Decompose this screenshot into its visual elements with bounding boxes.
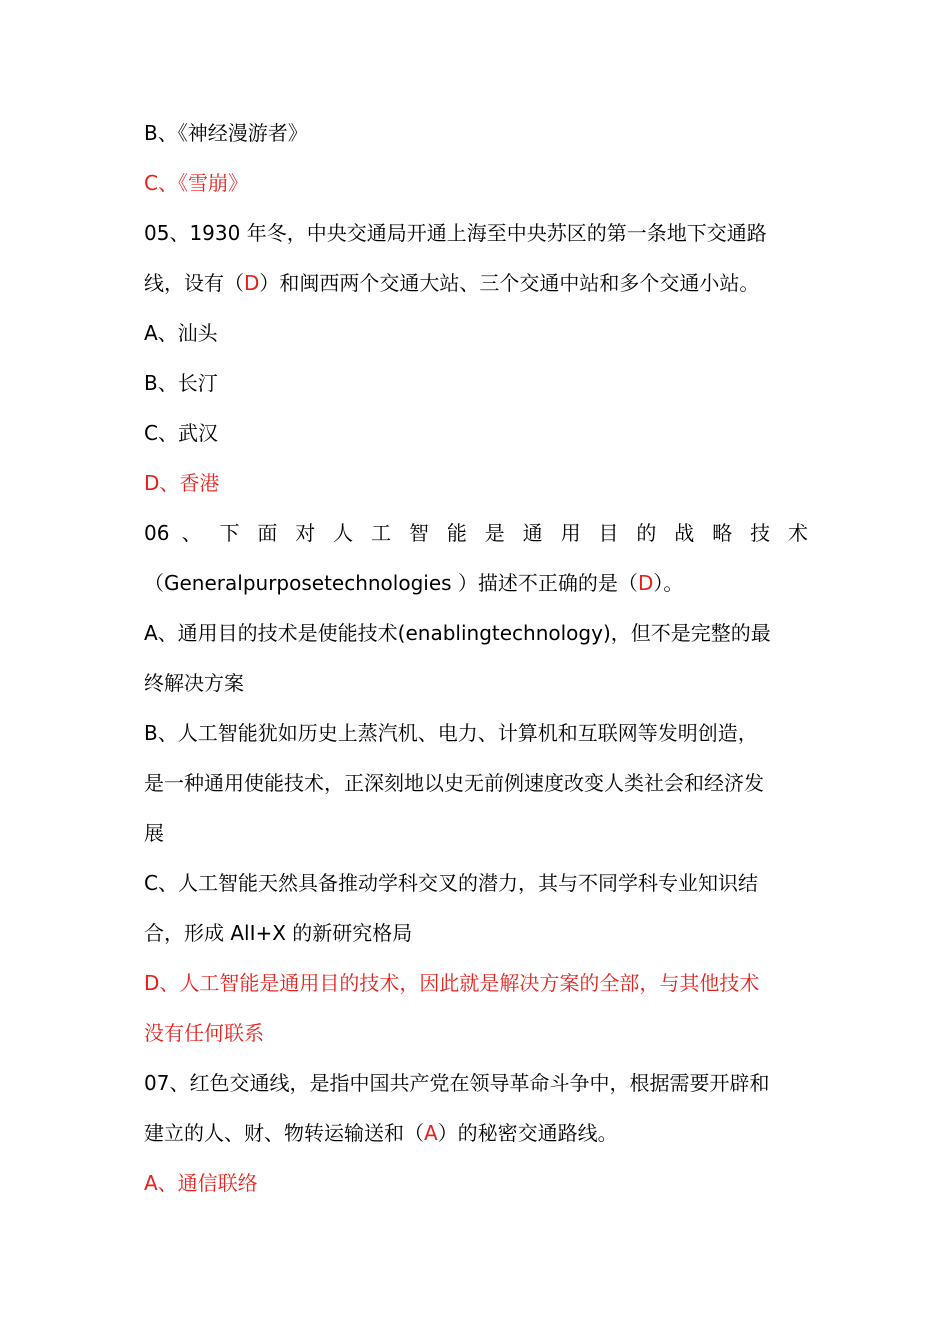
question-07-line-2 bbox=[144, 1120, 808, 1146]
option-a-q07-answer: A、通信联络 bbox=[144, 1171, 258, 1195]
question-05-text-after: ）和闽西两个交通大站、三个交通中站和多个交通小站。 bbox=[259, 271, 760, 295]
option-c-q06-line-2: 合，形成 AlI+X 的新研究格局 bbox=[144, 921, 413, 945]
option-c-q05: C、武汉 bbox=[144, 421, 218, 445]
question-06-text-after: ）。 bbox=[653, 571, 684, 595]
question-05-text-before: 线，设有（ bbox=[144, 271, 244, 295]
question-05-line-2 bbox=[144, 270, 808, 296]
question-06-answer: D bbox=[637, 571, 654, 595]
option-b-q05: B、长汀 bbox=[144, 371, 218, 395]
question-07-text-after: ）的秘密交通路线。 bbox=[437, 1121, 618, 1145]
option-a-q06-line-2: 终解决方案 bbox=[144, 671, 244, 695]
option-b-q06-line-2: 是一种通用使能技术，正深刻地以史无前例速度改变人类社会和经济发 bbox=[144, 771, 764, 795]
question-06-text-before: （Generalpurposetechnologies ）描述不正确的是（ bbox=[144, 571, 638, 595]
option-b-q06-line-1: B、人工智能犹如历史上蒸汽机、电力、计算机和互联网等发明创造， bbox=[144, 721, 758, 745]
option-d-q06-answer-line-1: D、人工智能是通用目的技术，因此就是解决方案的全部，与其他技术 bbox=[144, 971, 760, 995]
option-b-q06-line-3: 展 bbox=[144, 821, 164, 845]
option-d-q05-answer: D、香港 bbox=[144, 471, 220, 495]
option-b-q04: B、《神经漫游者》 bbox=[144, 121, 308, 145]
option-d-q06-answer-line-2: 没有任何联系 bbox=[144, 1021, 264, 1045]
option-a-q05: A、汕头 bbox=[144, 321, 218, 345]
question-07-answer: A bbox=[424, 1121, 438, 1145]
question-07-text-before: 建立的人、财、物转运输送和（ bbox=[144, 1121, 424, 1145]
question-06-line-2 bbox=[144, 570, 808, 596]
question-05-answer: D bbox=[244, 271, 260, 295]
option-c-q06-line-1: C、人工智能天然具备推动学科交叉的潜力，其与不同学科专业知识结 bbox=[144, 871, 758, 895]
question-07-line-1: 07、红色交通线，是指中国共产党在领导革命斗争中，根据需要开辟和 bbox=[144, 1071, 770, 1095]
question-05-line-1: 05、1930 年冬，中央交通局开通上海至中央苏区的第一条地下交通路 bbox=[144, 221, 767, 245]
question-06-line-1: 06 、 下 面 对 人 工 智 能 是 通 用 目 的 战 略 技 术 bbox=[144, 521, 808, 545]
option-a-q06-line-1: A、通用目的技术是使能技术(enablingtechnology)，但不是完整的最 bbox=[144, 621, 771, 645]
option-c-q04-answer: C、《雪崩》 bbox=[144, 171, 248, 195]
